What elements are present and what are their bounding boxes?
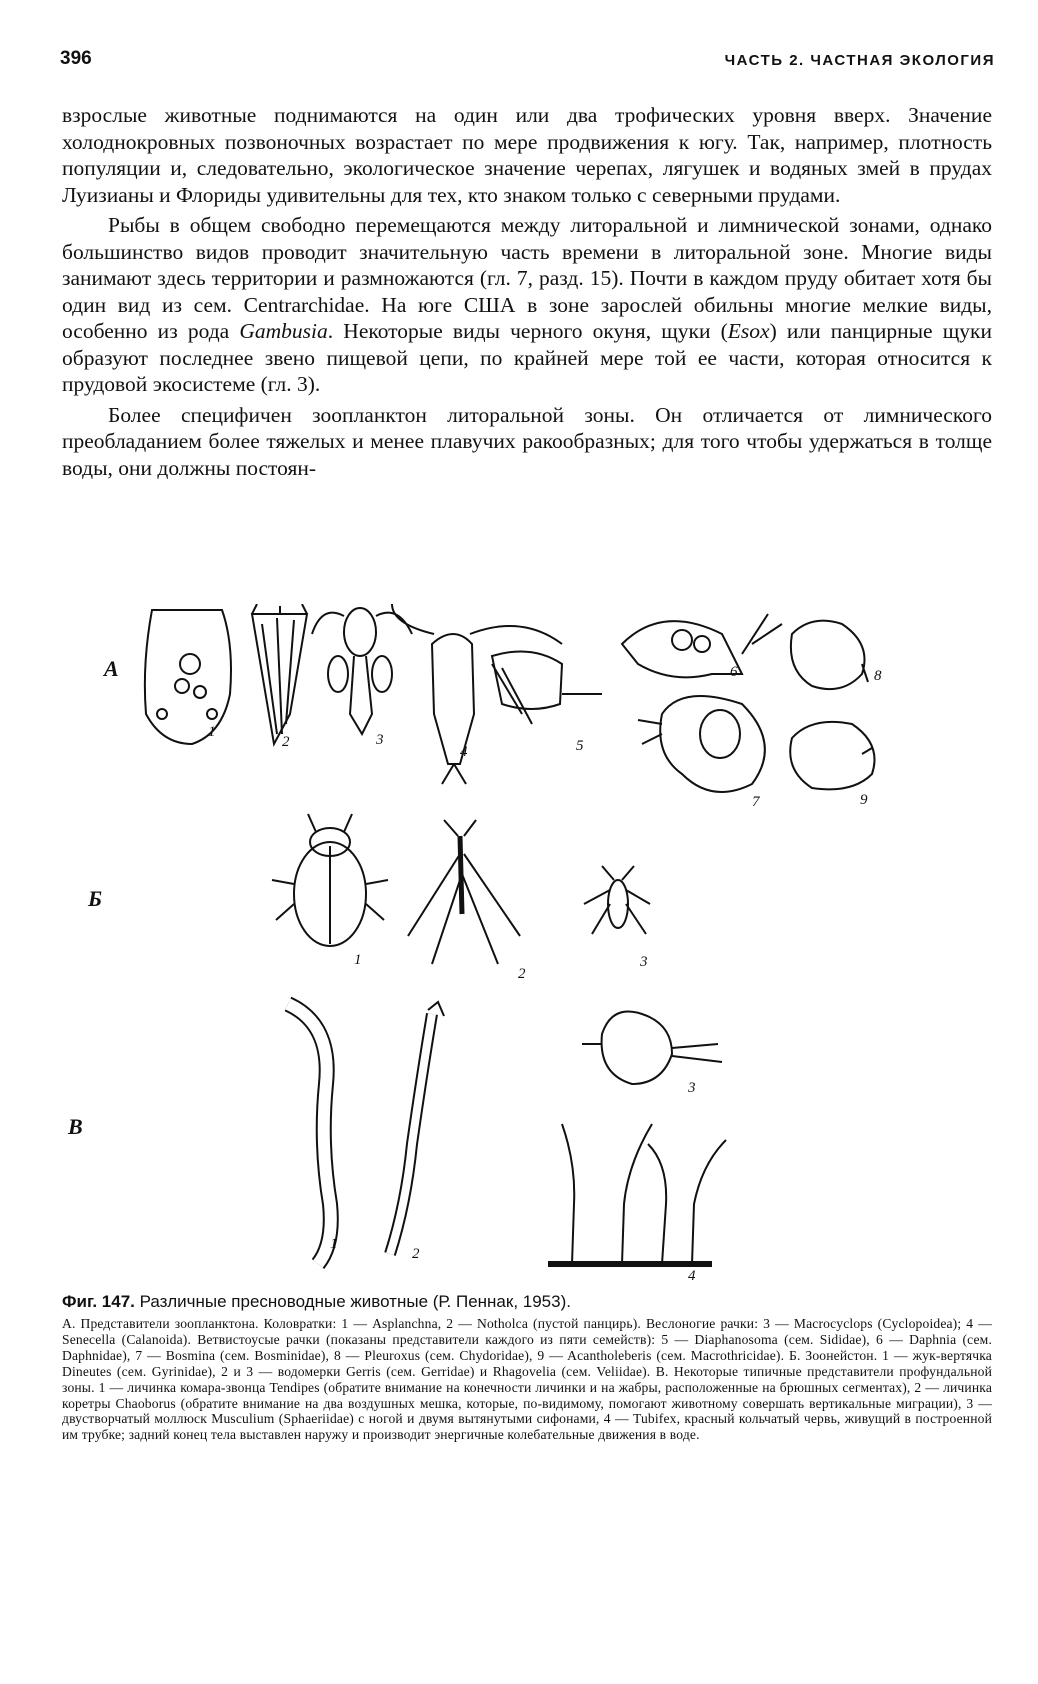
svg-text:6: 6 bbox=[730, 664, 738, 680]
diaphanosoma-drawing bbox=[492, 652, 602, 725]
running-title: ЧАСТЬ 2. ЧАСТНАЯ ЭКОЛОГИЯ bbox=[724, 52, 995, 69]
asplanchna-drawing bbox=[145, 610, 231, 744]
figure-caption bbox=[62, 1290, 992, 1443]
svg-text:2: 2 bbox=[282, 734, 290, 750]
svg-text:9: 9 bbox=[860, 792, 868, 808]
svg-text:4: 4 bbox=[460, 744, 468, 760]
dineutes-beetle-drawing bbox=[272, 814, 388, 946]
caption-title: Фиг. 147. Различные пресноводные животные (Р. Пеннак, 1953). bbox=[62, 1292, 571, 1311]
genus-gambusia: Gambusia bbox=[239, 319, 328, 343]
tendipes-larva-drawing bbox=[288, 1004, 331, 1264]
gerris-drawing bbox=[408, 820, 520, 964]
figure-illustration bbox=[62, 604, 992, 1284]
bosmina-drawing bbox=[638, 696, 765, 792]
acantholeberis-drawing bbox=[790, 722, 874, 790]
svg-text:1: 1 bbox=[208, 724, 216, 740]
row-label-a: А bbox=[104, 656, 119, 681]
rhagovelia-drawing bbox=[584, 866, 650, 934]
svg-text:3: 3 bbox=[376, 732, 384, 748]
notholca-drawing bbox=[252, 604, 307, 744]
caption-text: А. Представители зоопланктона. Коловратки: 1 — Asplanchna, 2 — Notholca (пустой панцирь). Веслоногие рачки: 3 — Macrocyclops (Cyclopoidea); 4 — Senecella (Calanoida). Ветвистоусые рачки (показаны представители каждого из пяти семейств): 5 — Diaphanosoma (сем. Sididae), 6 — Daphnia (сем. Daphnidae), 7 — Bosmina (сем. Bosminidae), 8 — Pleuroxus (сем. Chydoridae), 9 — Acantholeberis (сем. Macrothricidae). Б. Зоонейстон. 1 — жук-вертячка Dineutes (сем. Gyrinidae), 2 и 3 — водомерки Gerris (сем. Gerridae) и Rhagovelia (сем. Veliidae). В. Некоторые типичные представители профундальной зоны. 1 — личинка комара-звонца Tendipes (обратите внимание на конечности личинки и на жабры, расположенные на брюшных сегментах), 2 — личинка коретры Chaoborus (обратите внимание на два воздушных мешка, которые, по-видимому, помогают животному совершать вертикальные миграции), 3 — двустворчатый моллюск Musculium (Sphaeriidae) с ногой и двумя вытянутыми сифонами, 4 — Tubifex, красный кольчатый червь, живущий в построенной им трубке; задний конец тела выставлен наружу и производит энергичные колебательные движения в воде. bbox=[62, 1316, 992, 1443]
paragraph-1: взрослые животные поднимаются на один или два трофических уровня вверх. Значение холоднокровных позвоночных возрастает по мере продвижения к югу. Так, например, плотность популяции и, следовательно, экологическое значение черепах, лягушек и водяных змей в прудах Луизианы и Флориды удивительны для тех, кто знаком только с северными прудами. bbox=[62, 103, 992, 207]
row-label-c: В bbox=[68, 1114, 83, 1139]
svg-text:2: 2 bbox=[412, 1246, 420, 1262]
paragraph-3: Более специфичен зоопланктон литоральной зоны. Он отличается от лимнического преобладанием более тяжелых и менее плавучих ракообразных; для того чтобы удержаться в толще воды, они должны постоян- bbox=[62, 402, 992, 480]
svg-text:1: 1 bbox=[354, 952, 362, 968]
macrocyclops-drawing bbox=[312, 608, 412, 734]
figure-147 bbox=[62, 604, 992, 1284]
svg-text:8: 8 bbox=[874, 668, 882, 684]
pleuroxus-drawing bbox=[791, 621, 868, 689]
musculium-drawing bbox=[582, 1012, 722, 1085]
svg-text:2: 2 bbox=[518, 966, 526, 982]
body-text bbox=[62, 102, 992, 481]
svg-text:3: 3 bbox=[688, 1080, 696, 1096]
senecella-drawing bbox=[392, 604, 562, 784]
tubifex-drawing bbox=[548, 1124, 726, 1264]
genus-esox: Esox bbox=[727, 319, 770, 343]
row-label-b: Б bbox=[88, 886, 102, 911]
paragraph-2: Рыбы в общем свободно перемещаются между литоральной и лимнической зонами, однако большинство видов проводит значительную часть времени в литоральной зоне. Многие виды занимают здесь территории и размножаются (гл. 7, разд. 15). Почти в каждом пруду обитает хотя бы один вид из сем. Centrarchidae. На юге США в зоне зарослей обильны многие мелкие виды, особенно из рода Gambusia. Некоторые виды черного окуня, щуки (Esox) или панцирные щуки образуют последнее звено пищевой цепи, по крайней мере той ее части, которая относится к прудовой экосистеме (гл. 3). bbox=[62, 213, 993, 396]
svg-text:3: 3 bbox=[640, 954, 648, 970]
svg-text:5: 5 bbox=[576, 738, 584, 754]
daphnia-drawing bbox=[622, 614, 782, 677]
chaoborus-larva-drawing bbox=[390, 1002, 444, 1254]
page-header bbox=[60, 48, 995, 72]
page-number: 396 bbox=[60, 48, 92, 69]
svg-text:4: 4 bbox=[688, 1268, 696, 1284]
svg-text:1: 1 bbox=[330, 1236, 338, 1252]
svg-text:7: 7 bbox=[752, 794, 760, 810]
